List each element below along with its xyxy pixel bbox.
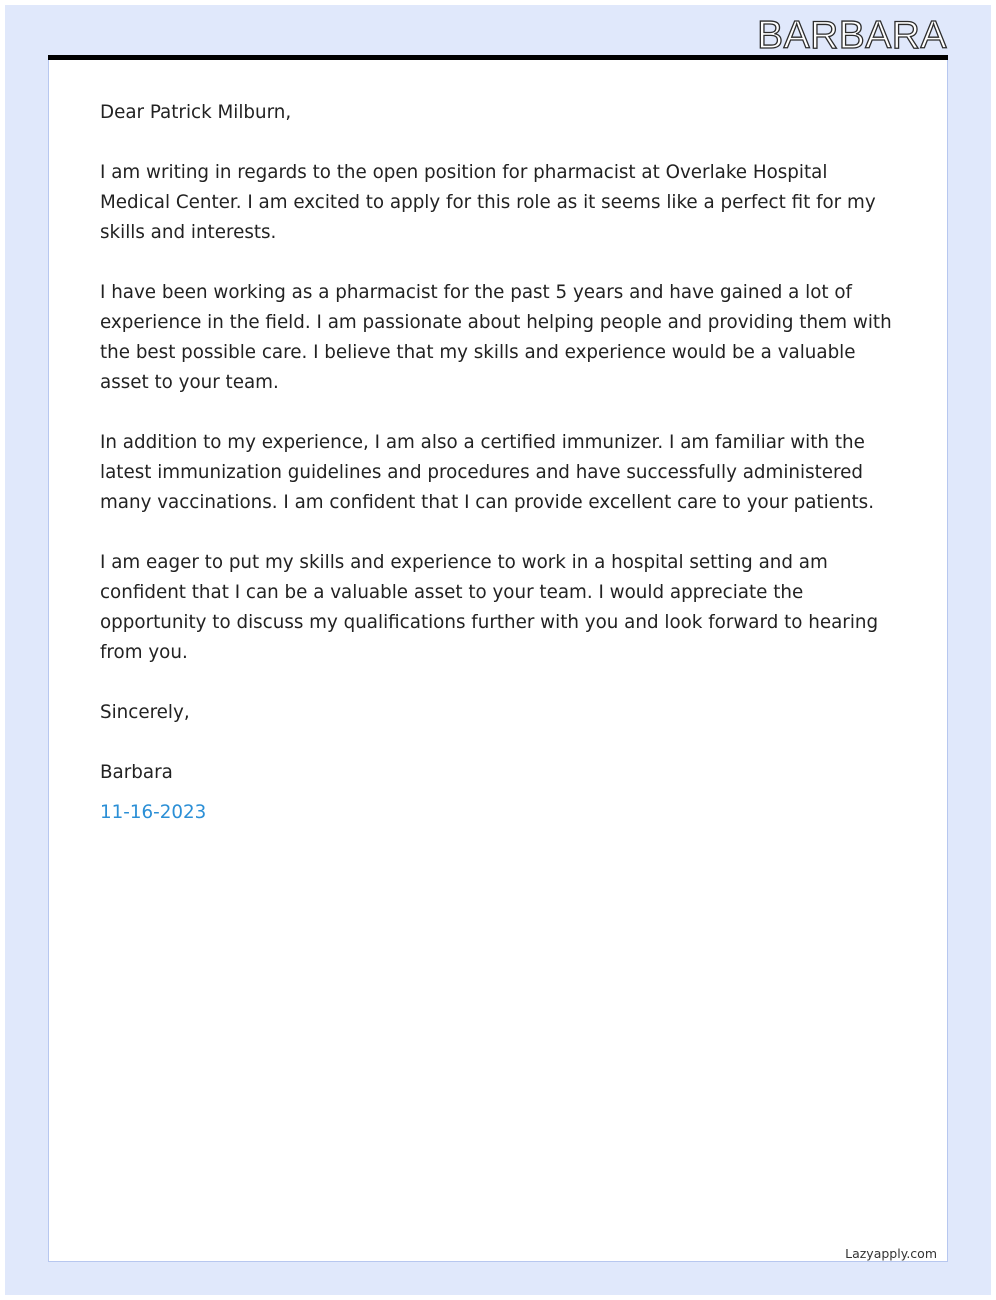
paragraph-3: In addition to my experience, I am also a certified immunizer. I am familiar with the latest immunization guidelines and procedures and have successfully administered many vaccinations. I am confident that I can provide excellent care to your patients. — [100, 432, 875, 513]
paragraph-1: I am writing in regards to the open position for pharmacist at Overlake Hospital Medical Center. I am excited to apply for this role as it seems like a perfect fit for my skills and interests. — [100, 162, 876, 243]
footer-brand: Lazyapply.com — [845, 1246, 937, 1261]
signature: Barbara — [100, 762, 173, 783]
salutation: Dear Patrick Milburn, — [100, 102, 292, 123]
paragraph-2: I have been working as a pharmacist for the past 5 years and have gained a lot of experience in the field. I am passionate about helping people and providing them with the best possible care. I believe that my skills and experience would be a valuable asset to your team. — [100, 282, 892, 393]
header-name: BARBARA — [757, 14, 947, 57]
letter-date: 11-16-2023 — [100, 802, 207, 823]
closing: Sincerely, — [100, 702, 190, 723]
paragraph-4: I am eager to put my skills and experience to work in a hospital setting and am confident that I can be a valuable asset to your team. I would appreciate the opportunity to discuss my qualifications further with you and look forward to hearing from you. — [100, 552, 879, 663]
letter-body — [100, 98, 895, 858]
